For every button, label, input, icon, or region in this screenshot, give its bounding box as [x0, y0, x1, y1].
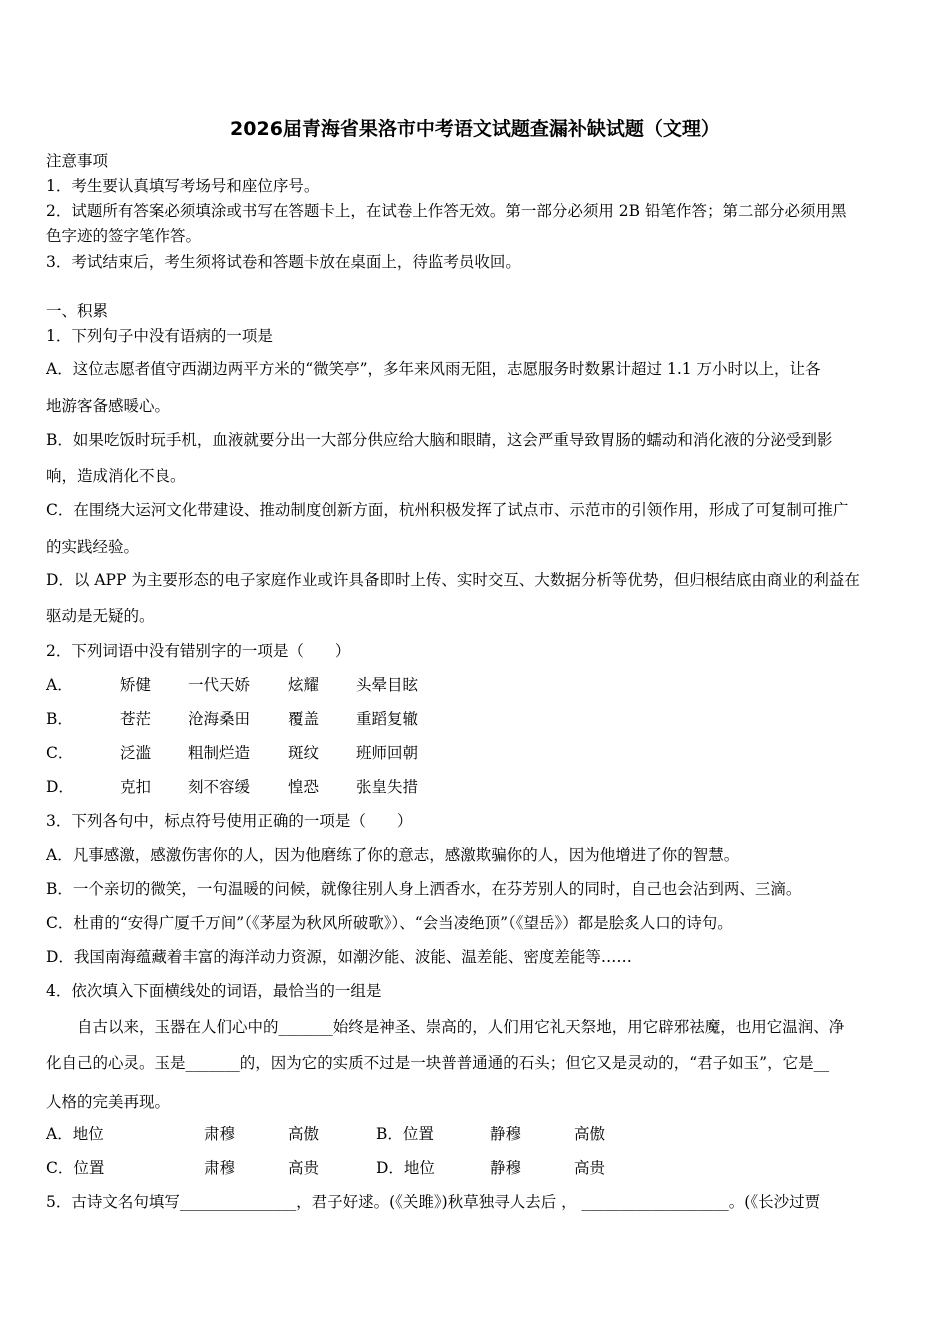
- word: 肃穆: [204, 1159, 236, 1177]
- option: C．位置: [46, 1159, 105, 1177]
- q3-option: B．一个亲切的微笑，一句温暖的问候，就像往别人身上洒香水，在芬芳别人的同时，自己也会沾到两、三滴。: [46, 880, 802, 898]
- question-4-stem: 4．依次填入下面横线处的词语，最恰当的一组是: [46, 982, 382, 1000]
- q1-line: C．在围绕大运河文化带建设、推动制度创新方面，杭州积极发挥了试点市、示范市的引领作用，形成了可复制可推广: [46, 501, 849, 519]
- option: B．位置: [376, 1125, 434, 1143]
- q2-option: [46, 743, 906, 763]
- word: 一代天娇: [188, 676, 251, 694]
- word: 肃穆: [204, 1125, 236, 1143]
- option: D．地位: [376, 1159, 435, 1177]
- q4-options-row: [46, 1158, 906, 1178]
- q1-line: 响，造成消化不良。: [46, 467, 186, 485]
- q4-options-row: [46, 1124, 906, 1144]
- notice-heading: 注意事项: [46, 152, 109, 170]
- word: 炫耀: [288, 676, 320, 694]
- q2-option: [46, 709, 906, 729]
- q2-option: [46, 777, 906, 797]
- q3-option: C．杜甫的“安得广厦千万间”（《茅屋为秋风所破歌》）、“会当凌绝顶”（《望岳》）都是脍炙人口的诗句。: [46, 914, 733, 932]
- option-letter: A．: [46, 676, 73, 694]
- option: A．地位: [46, 1125, 104, 1143]
- word: 静穆: [490, 1125, 522, 1143]
- option-letter: C．: [46, 744, 74, 762]
- q1-line: A．这位志愿者值守西湖边两平方米的“微笑亭”，多年来风雨无阻，志愿服务时数累计超过 1.1 万小时以上，让各: [46, 360, 821, 378]
- word: 重蹈复辙: [356, 710, 419, 728]
- notice-item: 3．考试结束后，考生须将试卷和答题卡放在桌面上，待监考员收回。: [46, 253, 521, 271]
- word: 刻不容缓: [188, 778, 251, 796]
- notice-item: 2．试题所有答案必须填涂或书写在答题卡上，在试卷上作答无效。第一部分必须用 2B 铅笔作答；第二部分必须用黑: [46, 202, 847, 220]
- section-heading: 一、积累: [46, 302, 109, 320]
- word: 张皇失措: [356, 778, 419, 796]
- notice-item: 色字迹的签字笔作答。: [46, 227, 202, 245]
- word: 高傲: [574, 1125, 606, 1143]
- word: 班师回朝: [356, 744, 419, 762]
- notice-item: 1．考生要认真填写考场号和座位序号。: [46, 177, 320, 195]
- word: 粗制烂造: [188, 744, 251, 762]
- word: 高傲: [288, 1125, 320, 1143]
- q3-option: A．凡事感激，感激伤害你的人，因为他磨练了你的意志，感激欺骗你的人，因为他增进了你的智慧。: [46, 846, 740, 864]
- q3-option: D．我国南海蕴藏着丰富的海洋动力资源，如潮汐能、波能、温差能、密度差能等……: [46, 948, 632, 966]
- word: 覆盖: [288, 710, 320, 728]
- question-2-stem: 2．下列词语中没有错别字的一项是（ ）: [46, 642, 351, 660]
- question-5-stem: 5．古诗文名句填写_______________，君子好逑。(《关雎》)秋草独寻人去后 ， ___________________。(《长沙过贾: [46, 1193, 821, 1211]
- q4-passage-line: 自古以来，玉器在人们心中的_______始终是神圣、崇高的，人们用它礼天祭地，用它辟邪祛魔，也用它温润、净: [46, 1018, 845, 1036]
- question-3-stem: 3．下列各句中，标点符号使用正确的一项是（ ）: [46, 812, 413, 830]
- word: 静穆: [490, 1159, 522, 1177]
- word: 矫健: [120, 676, 152, 694]
- q1-line: 的实践经验。: [46, 538, 140, 556]
- q1-line: 驱动是无疑的。: [46, 607, 155, 625]
- page-title: 2026届青海省果洛市中考语文试题查漏补缺试题（文理）: [230, 118, 720, 140]
- q1-line: B．如果吃饭时玩手机，血液就要分出一大部分供应给大脑和眼睛，这会严重导致胃肠的蠕动和消化液的分泌受到影: [46, 431, 833, 449]
- word: 泛滥: [120, 744, 152, 762]
- word: 克扣: [120, 778, 152, 796]
- option-letter: D．: [46, 778, 74, 796]
- q1-line: D．以 APP 为主要形态的电子家庭作业或许具备即时上传、实时交互、大数据分析等优势，但归根结底由商业的利益在: [46, 571, 860, 589]
- word: 惶恐: [288, 778, 320, 796]
- word: 斑纹: [288, 744, 320, 762]
- q4-passage-line: 人格的完美再现。: [46, 1093, 171, 1111]
- option-letter: B．: [46, 710, 73, 728]
- word: 高贵: [288, 1159, 320, 1177]
- q1-line: 地游客备感暖心。: [46, 397, 171, 415]
- question-1-stem: 1．下列句子中没有语病的一项是: [46, 327, 273, 345]
- q2-option: [46, 675, 906, 695]
- word: 头晕目眩: [356, 676, 419, 694]
- word: 苍茫: [120, 710, 152, 728]
- word: 高贵: [574, 1159, 606, 1177]
- q4-passage-line: 化自己的心灵。玉是_______的，因为它的实质不过是一块普普通通的石头；但它又是灵动的，“君子如玉”，它是__: [46, 1054, 830, 1072]
- word: 沧海桑田: [188, 710, 251, 728]
